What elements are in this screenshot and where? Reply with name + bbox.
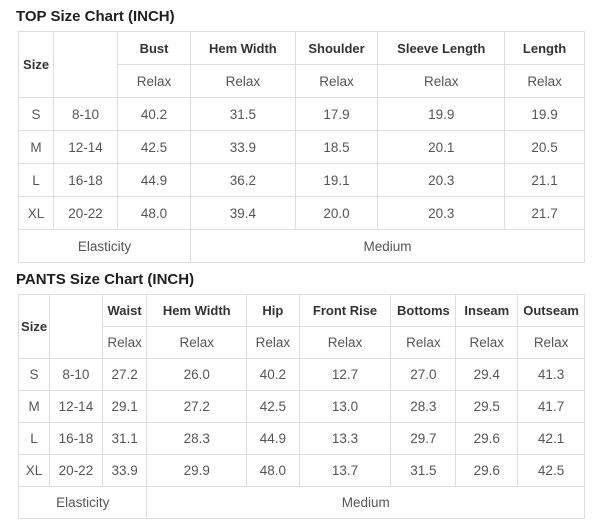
measurement-cell: 44.9 (118, 164, 191, 197)
measurement-cell: 26.0 (147, 359, 247, 391)
fit-type-cell: Relax (505, 65, 585, 98)
elasticity-label-cell: Elasticity (19, 487, 147, 519)
fit-type-cell: Relax (295, 65, 378, 98)
measurement-cell: 29.1 (102, 391, 147, 423)
measurement-cell: 13.3 (299, 423, 391, 455)
column-header-hem-width: Hem Width (191, 32, 296, 65)
column-header-sleeve-length: Sleeve Length (378, 32, 505, 65)
size-cell: XL (19, 197, 54, 230)
measurement-cell: 41.7 (518, 391, 585, 423)
measurement-cell: 40.2 (118, 98, 191, 131)
fit-type-cell: Relax (147, 327, 247, 359)
fit-type-cell: Relax (102, 327, 147, 359)
elasticity-row (19, 487, 585, 519)
measurement-cell: 27.2 (147, 391, 247, 423)
measurement-cell: 20.0 (295, 197, 378, 230)
uk-size-cell: 8-10 (54, 98, 118, 131)
measurement-cell: 13.0 (299, 391, 391, 423)
measurement-cell: 41.3 (518, 359, 585, 391)
fit-type-cell: Relax (247, 327, 300, 359)
column-header-bottoms: Bottoms (391, 295, 456, 327)
measurement-cell: 36.2 (191, 164, 296, 197)
fit-type-row (19, 327, 585, 359)
measurement-cell: 29.7 (391, 423, 456, 455)
column-header-front-rise: Front Rise (299, 295, 391, 327)
measurement-cell: 31.5 (391, 455, 456, 487)
size-cell: M (19, 131, 54, 164)
size-cell: M (19, 391, 50, 423)
measurement-cell: 21.1 (505, 164, 585, 197)
column-header-length: Length (505, 32, 585, 65)
table-row-xl (19, 197, 585, 230)
size-column-header: Size (19, 295, 50, 359)
elasticity-label-cell: Elasticity (19, 230, 191, 263)
uk-size-cell: 16-18 (54, 164, 118, 197)
measurement-cell: 20.3 (378, 164, 505, 197)
table-row-l (19, 423, 585, 455)
measurement-cell: 39.4 (191, 197, 296, 230)
size-column-header: Size (19, 32, 54, 98)
measurement-cell: 33.9 (191, 131, 296, 164)
measurement-cell: 48.0 (118, 197, 191, 230)
column-header-bust: Bust (118, 32, 191, 65)
top-size-chart-section (18, 0, 585, 263)
table-header-row (19, 32, 585, 65)
measurement-cell: 13.7 (299, 455, 391, 487)
column-header-hip: Hip (247, 295, 300, 327)
measurement-cell: 33.9 (102, 455, 147, 487)
size-cell: S (19, 98, 54, 131)
fit-type-cell: Relax (299, 327, 391, 359)
measurement-cell: 42.5 (118, 131, 191, 164)
fit-type-cell: Relax (118, 65, 191, 98)
measurement-cell: 12.7 (299, 359, 391, 391)
uk-size-cell: 8-10 (50, 359, 103, 391)
measurement-cell: 28.3 (391, 391, 456, 423)
uk-size-cell: 12-14 (50, 391, 103, 423)
measurement-cell: 29.6 (456, 423, 518, 455)
pants-size-chart-title: PANTS Size Chart (INCH) (16, 271, 195, 288)
table-row-s (19, 359, 585, 391)
table-header-row (19, 295, 585, 327)
measurement-cell: 27.2 (102, 359, 147, 391)
measurement-cell: 20.3 (378, 197, 505, 230)
measurement-cell: 19.9 (505, 98, 585, 131)
measurement-cell: 31.1 (102, 423, 147, 455)
measurement-cell: 44.9 (247, 423, 300, 455)
size-cell: L (19, 164, 54, 197)
uk-size-cell: 16-18 (50, 423, 103, 455)
top-size-table (18, 31, 585, 263)
elasticity-value-cell: Medium (191, 230, 585, 263)
table-row-xl (19, 455, 585, 487)
measurement-cell: 48.0 (247, 455, 300, 487)
measurement-cell: 21.7 (505, 197, 585, 230)
elasticity-value-cell: Medium (147, 487, 585, 519)
column-header-inseam: Inseam (456, 295, 518, 327)
column-header-shoulder: Shoulder (295, 32, 378, 65)
table-row-s (19, 98, 585, 131)
uk-size-column-header: UK Size (50, 295, 103, 359)
size-cell: S (19, 359, 50, 391)
measurement-cell: 19.9 (378, 98, 505, 131)
measurement-cell: 17.9 (295, 98, 378, 131)
measurement-cell: 29.4 (456, 359, 518, 391)
measurement-cell: 40.2 (247, 359, 300, 391)
fit-type-cell: Relax (391, 327, 456, 359)
table-row-l (19, 164, 585, 197)
measurement-cell: 29.9 (147, 455, 247, 487)
elasticity-row (19, 230, 585, 263)
uk-size-cell: 20-22 (50, 455, 103, 487)
size-cell: XL (19, 455, 50, 487)
measurement-cell: 42.5 (247, 391, 300, 423)
measurement-cell: 27.0 (391, 359, 456, 391)
uk-size-column-header: UK Size (54, 32, 118, 98)
measurement-cell: 42.1 (518, 423, 585, 455)
fit-type-cell: Relax (378, 65, 505, 98)
size-cell: L (19, 423, 50, 455)
measurement-cell: 20.1 (378, 131, 505, 164)
column-header-outseam: Outseam (518, 295, 585, 327)
measurement-cell: 42.5 (518, 455, 585, 487)
fit-type-cell: Relax (518, 327, 585, 359)
table-row-m (19, 391, 585, 423)
uk-size-cell: 12-14 (54, 131, 118, 164)
measurement-cell: 19.1 (295, 164, 378, 197)
column-header-hem-width: Hem Width (147, 295, 247, 327)
measurement-cell: 20.5 (505, 131, 585, 164)
table-row-m (19, 131, 585, 164)
fit-type-cell: Relax (191, 65, 296, 98)
pants-size-table (18, 294, 585, 519)
pants-size-chart-section (18, 263, 585, 519)
column-header-waist: Waist (102, 295, 147, 327)
measurement-cell: 18.5 (295, 131, 378, 164)
measurement-cell: 29.6 (456, 455, 518, 487)
uk-size-cell: 20-22 (54, 197, 118, 230)
top-size-chart-title: TOP Size Chart (INCH) (16, 8, 175, 25)
measurement-cell: 31.5 (191, 98, 296, 131)
measurement-cell: 28.3 (147, 423, 247, 455)
measurement-cell: 29.5 (456, 391, 518, 423)
fit-type-cell: Relax (456, 327, 518, 359)
